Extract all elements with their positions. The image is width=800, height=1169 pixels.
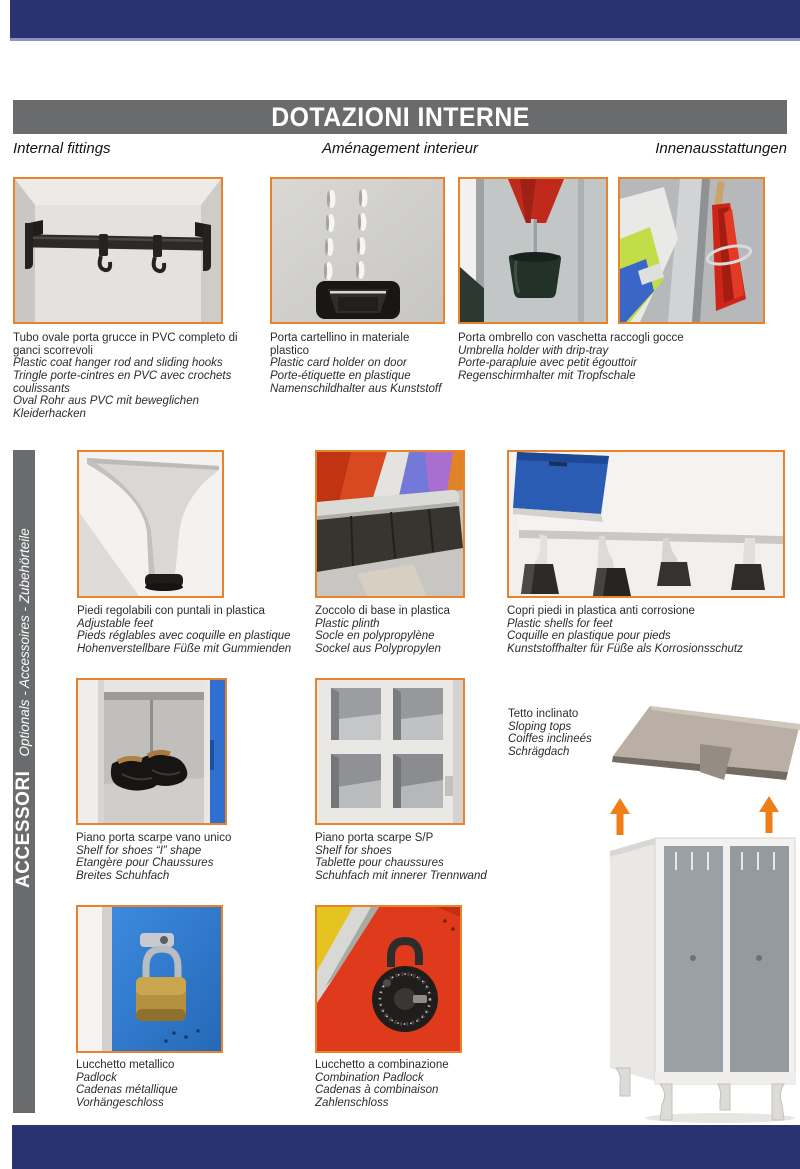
subtitle-english: Internal fittings [13, 140, 111, 157]
locker-cabinet [610, 838, 795, 1123]
card-holder [316, 281, 400, 319]
caption-en: Plastic coat hanger rod and sliding hooks [13, 357, 223, 370]
caption-de: Kunststoffhalter für Füße als Korrosionsschutz [507, 642, 743, 655]
caption-en: Sloping tops [508, 720, 572, 733]
caption-coat-hanger-rod [13, 332, 245, 420]
caption-fr: Etangère pour Chaussures [76, 857, 214, 870]
caption-fr: Socle en polypropylène [315, 630, 435, 643]
caption-it: Piano porta scarpe S/P [315, 832, 434, 844]
caption-fr: Porte-parapluie avec petit égouttoir [458, 357, 637, 370]
card-holder-photo [270, 177, 445, 324]
caption-it: Porta ombrello con vaschetta raccogli gocce [458, 332, 684, 344]
caption-combination-padlock [315, 1059, 525, 1110]
caption-fr: Coquille en plastique pour pieds [507, 630, 671, 643]
caption-it: Copri piedi in plastica anti corrosione [507, 605, 695, 617]
caption-en: Padlock [76, 1071, 117, 1084]
caption-it: Lucchetto metallico [76, 1059, 175, 1071]
caption-it: Lucchetto a combinazione [315, 1059, 449, 1071]
caption-it: Piano porta scarpe vano unico [76, 832, 232, 844]
up-arrows [610, 796, 779, 835]
subtitle-german: Innenausstattungen [655, 140, 787, 157]
plastic-plinth-photo [315, 450, 465, 598]
bottom-navy-bar [12, 1125, 800, 1169]
feet-shells-photo [507, 450, 785, 598]
drip-tray [509, 252, 561, 298]
caption-de: Hohenverstellbare Füße mit Gummienden [77, 642, 292, 655]
caption-fr: Cadenas métallique [76, 1084, 178, 1097]
caption-de: Vorhängeschloss [76, 1096, 164, 1109]
caption-it: Porta cartellino in materiale plastico [270, 332, 410, 357]
caption-feet-shells [507, 605, 797, 656]
sidebar-subtitle: Optionals - Accessoires - Zubehörteile [16, 528, 32, 757]
sloping-top-locker-illustration [600, 696, 800, 1124]
sloping-roof [612, 706, 800, 780]
caption-plastic-plinth [315, 605, 505, 656]
caption-de: Oval Rohr aus PVC mit beweglichen Kleiderhacken [13, 395, 199, 420]
subtitle-french: Aménagement interieur [322, 140, 478, 157]
caption-fr: Coiffes inclineés [508, 733, 592, 746]
padlock-photo [76, 905, 223, 1053]
caption-umbrella-holder [458, 332, 788, 383]
caption-padlock [76, 1059, 286, 1110]
section-header-bar [13, 100, 787, 134]
caption-fr: Tablette pour chaussures [315, 857, 444, 870]
caption-partition-shelf [315, 832, 510, 883]
caption-fr: Cadenas à combinaison [315, 1084, 439, 1097]
section-title: DOTAZIONI INTERNE [270, 101, 530, 132]
caption-en: Adjustable feet [77, 617, 154, 630]
caption-de: Sockel aus Polypropylen [315, 642, 441, 655]
caption-shoe-shelf [76, 832, 311, 883]
shoe-shelf-photo [76, 678, 227, 825]
hasp [140, 933, 174, 947]
caption-en: Shelf for shoes [315, 844, 392, 857]
umbrella-drip-tray-photo [458, 177, 608, 324]
umbrella-hanging-photo [618, 177, 765, 324]
caption-de: Namenschildhalter aus Kunststoff [270, 382, 442, 395]
caption-card-holder [270, 332, 450, 395]
caption-de: Zahlenschloss [315, 1096, 389, 1109]
sidebar-rotated-text [13, 450, 35, 1113]
caption-de: Schrägdach [508, 745, 570, 758]
combination-padlock-photo [315, 905, 462, 1053]
top-navy-bar [10, 0, 800, 41]
partition-shelf-photo [315, 678, 465, 825]
caption-en: Umbrella holder with drip-tray [458, 344, 609, 357]
sidebar-title: ACCESSORI [13, 770, 34, 888]
caption-it: Tubo ovale porta grucce in PVC completo di ganci scorrevoli [13, 332, 238, 357]
adjustable-foot-photo [77, 450, 224, 598]
caption-de: Regenschirmhalter mit Tropfschale [458, 369, 636, 382]
caption-adjustable-feet [77, 605, 327, 656]
caption-it: Zoccolo di base in plastica [315, 605, 450, 617]
caption-fr: Porte-étiquette en plastique [270, 369, 411, 382]
accessories-sidebar [13, 450, 35, 1113]
caption-de: Schuhfach mit innerer Trennwand [315, 869, 487, 882]
coat-hanger-rod-photo [13, 177, 223, 324]
caption-it: Piedi regolabili con puntali in plastica [77, 605, 265, 617]
caption-fr: Pieds réglables avec coquille en plastique [77, 630, 291, 643]
caption-de: Breites Schuhfach [76, 869, 170, 882]
caption-fr: Tringle porte-cintres en PVC avec crochets coulissants [13, 369, 232, 395]
caption-en: Plastic card holder on door [270, 357, 407, 370]
caption-en: Plastic plinth [315, 617, 380, 630]
caption-en: Plastic shells for feet [507, 617, 613, 630]
caption-it: Tetto inclinato [508, 708, 579, 720]
caption-en: Shelf for shoes “I” shape [76, 844, 202, 857]
caption-en: Combination Padlock [315, 1071, 424, 1084]
